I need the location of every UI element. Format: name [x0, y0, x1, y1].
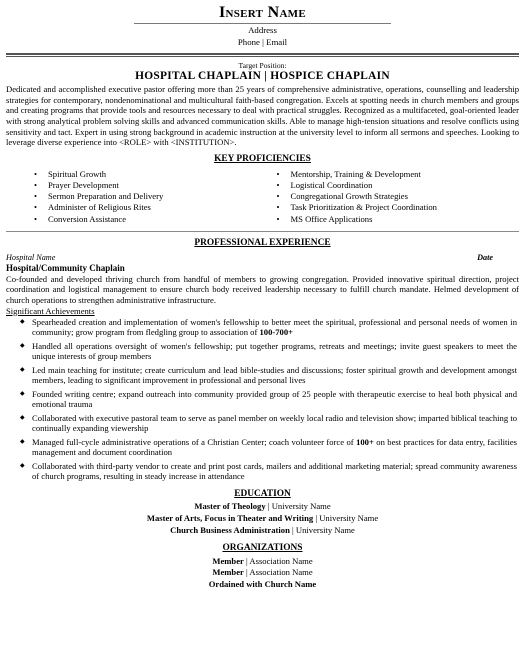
proficiency-item: • Mentorship, Training & Development [277, 169, 520, 180]
organizations-title: ORGANIZATIONS [222, 543, 303, 554]
proficiencies-left-column [34, 169, 277, 225]
contact-separator: | [262, 37, 264, 47]
header-divider [6, 53, 519, 57]
education-title: EDUCATION [234, 488, 291, 499]
achievement-item: ◆ Collaborated with executive pastoral team to serve as panel member on weekly local radio and television show; imparted biblical teaching to continually expanding viewership [32, 413, 517, 434]
ordination: Ordained with Church Name [208, 579, 317, 590]
achievement-item: ◆ Led main teaching for institute; create curriculum and lead bible-studies and discussions; foster spiritual growth and development amongst members, leading to significant improvement in professional and personal lives [32, 365, 517, 386]
achievement-item: ◆ Founded writing centre; expand outreach into community provided group of 25 people with therapeutic exercise to heal both physical and emotional trauma [32, 389, 517, 410]
summary-paragraph: Dedicated and accomplished executive pastor offering more than 25 years of comprehensive administrative, operations, counselling and leadership strategies for contemporary, nondenominational and multicultural faith-based congregation. Excels at spotting needs in church members and groups and creating programs that provide tools and resources necessary to deal with practical struggles. Recognized as a multifaceted, goal-oriented leader with strong analytical problem solving skills and advanced communication skills. Able to manage high-tension situations and resolve conflicts using sensitivity and tact. Expert in using strong background in academic instruction at the university level to inform all sermons and speeches. Looking to leverage diverse experience into <ROLE> with <INSTITUTION>. [6, 84, 519, 148]
proficiency-item: • Sermon Preparation and Delivery [34, 191, 277, 202]
job-description: Co-founded and developed thriving church from handful of members to growing congregation. Provided innovative spiritual direction, project coordination and logistical management to ensure church body received leadership necessary to fulfill church mandate. Helmed development of church operations to strengthen administrative infrastructure. [6, 273, 519, 306]
achievements-list [6, 317, 519, 482]
proficiency-item: • Task Prioritization & Project Coordination [277, 202, 520, 213]
education-entry: Church Business Administration | University Name [170, 524, 355, 535]
proficiency-item: • Conversion Assistance [34, 214, 277, 225]
candidate-name: Insert Name [218, 4, 307, 21]
target-headline: HOSPITAL CHAPLAIN | HOSPICE CHAPLAIN [135, 70, 390, 82]
achievements-label: Significant Achievements [6, 305, 95, 316]
contact-line [6, 36, 519, 48]
address: Address [248, 25, 277, 35]
phone: Phone [237, 37, 260, 47]
proficiencies-list [6, 169, 519, 225]
job-title: Hospital/Community Chaplain [6, 262, 125, 273]
target-position-label: Target Position: [238, 61, 287, 70]
job-date: Date [477, 252, 493, 262]
proficiency-item: • Prayer Development [34, 180, 277, 191]
proficiency-item: • Logistical Coordination [277, 180, 520, 191]
achievement-item: ◆ Collaborated with third-party vendor to create and print post cards, mailers and additional marketing material; spread community awareness of church programs, resulting in steady increase in attendance [32, 461, 517, 482]
proficiency-item: • MS Office Applications [277, 214, 520, 225]
email: Email [266, 37, 288, 47]
proficiencies-title: KEY PROFICIENCIES [214, 153, 311, 164]
achievement-item: ◆ Spearheaded creation and implementation of women's fellowship to better meet the spiritual, professional and personal needs of women in community; grow program from fledgling group to association of 100-700+ [32, 317, 517, 338]
proficiency-item: • Spiritual Growth [34, 169, 277, 180]
achievement-item: ◆ Handled all operations oversight of women's fellowship; put together programs, retreats and meetings; invite guest speakers to meet the unique interests of group members [32, 341, 517, 362]
education-entry: Master of Theology | University Name [194, 501, 331, 512]
organization-entry: Member | Association Name [212, 555, 313, 566]
organization-entry: Member | Association Name [212, 567, 313, 578]
job-header [6, 253, 519, 263]
proficiency-item: • Congregational Growth Strategies [277, 191, 520, 202]
education-entry: Master of Arts, Focus in Theater and Writing | University Name [146, 513, 379, 524]
achievement-item: ◆ Managed full-cycle administrative operations of a Christian Center; coach volunteer force of 100+ on best practices for data entry, facilities management and document coordination [32, 437, 517, 458]
experience-title: PROFESSIONAL EXPERIENCE [194, 238, 331, 249]
proficiency-item: • Administer of Religious Rites [34, 202, 277, 213]
employer-name: Hospital Name [6, 252, 56, 262]
section-divider [6, 231, 519, 232]
proficiencies-right-column [277, 169, 520, 225]
